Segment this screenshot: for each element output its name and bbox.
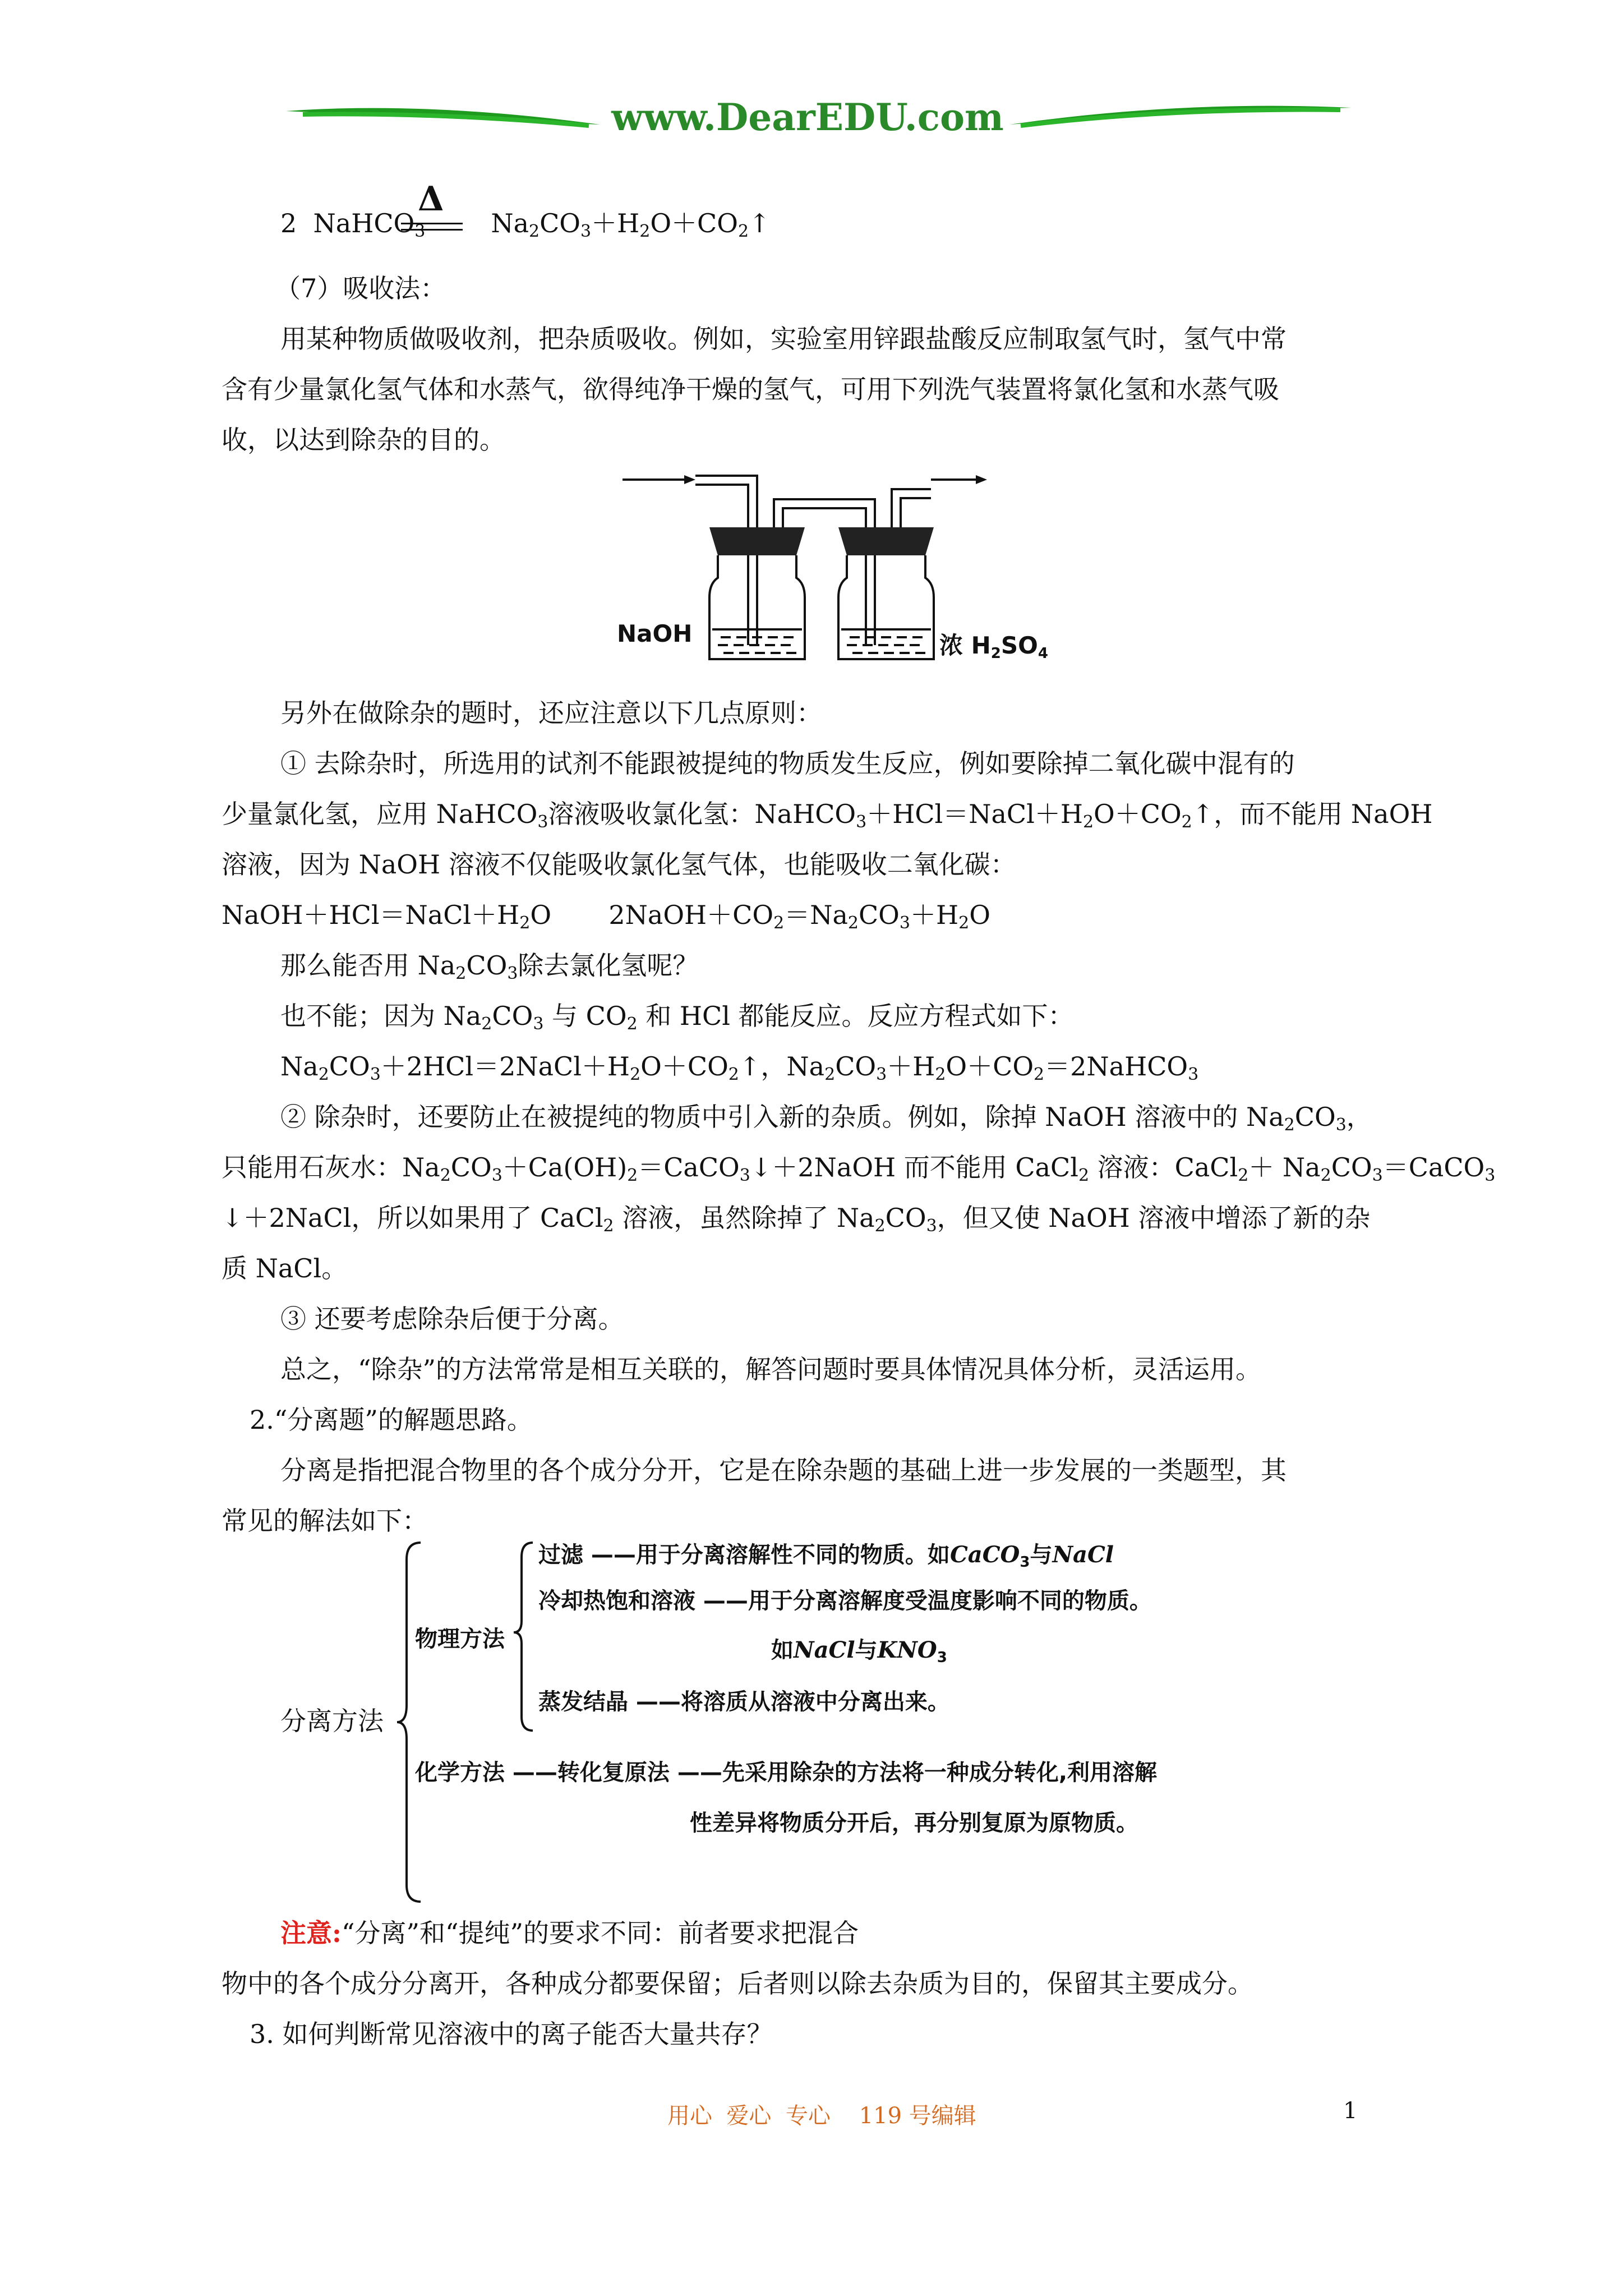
- heat-double-line: [401, 223, 463, 231]
- para-sep-1: 分离是指把混合物里的各个成分分开，它是在除杂题的基础上进一步发展的一类题型，其: [280, 1455, 1287, 1485]
- header-banner: [286, 95, 1352, 157]
- footer-slogan: 用心 爱心 专心 119 号编辑: [667, 2103, 976, 2129]
- rule2-line4: 质 NaCl。: [222, 1253, 348, 1283]
- rule1-line2: 少量氯化氢，应用 NaHCO$_3$溶液吸收氯化氢：$NaHCO_3+HCl=NaCl+H_2O+CO_2↑$，而不能用 NaOH: [222, 799, 1433, 832]
- tree-cool-example: 如NaCl与$KNO_3$: [771, 1637, 947, 1666]
- note-label: 注意:: [280, 1918, 342, 1948]
- rule1-line3: 溶液，因为 NaOH 溶液不仅能吸收氯化氢气体，也能吸收二氧化碳：: [222, 849, 1016, 880]
- label-naoh: NaOH: [617, 620, 693, 647]
- rule1-equations: $NaOH+HCl=NaCl+H_2O$ $2NaOH+CO_2=Na_2CO_3+H_2O$: [222, 900, 990, 933]
- para-absorb-2: 含有少量氯化氢气体和水蒸气，欲得纯净干燥的氢气，可用下列洗气装置将氯化氢和水蒸气吸: [222, 374, 1279, 404]
- note-line2: 物中的各个成分分离开，各种成分都要保留；后者则以除去杂质为目的，保留其主要成分。: [222, 1968, 1253, 1999]
- tree-physical: 物理方法: [415, 1626, 505, 1652]
- tree-filter: 过滤 ——用于分离溶解性不同的物质。如CaCO$_3$与NaCl: [538, 1542, 1114, 1571]
- tree-chemical-2: 性差异将物质分开后，再分别复原为原物质。: [690, 1810, 1138, 1836]
- para-absorb-3: 收，以达到除杂的目的。: [222, 425, 505, 455]
- rule2-line1: ② 除杂时，还要防止在被提纯的物质中引入新的杂质。例如，除掉 NaOH 溶液中的 $Na_2CO_3$，: [280, 1102, 1372, 1135]
- separation-tree: [264, 1537, 1329, 1907]
- para-sep-2: 常见的解法如下：: [222, 1506, 428, 1536]
- summary: 总之，“除杂”的方法常常是相互关联的，解答问题时要具体情况具体分析，灵活运用。: [280, 1354, 1262, 1384]
- tree-cool: 冷却热饱和溶液 ——用于分离溶解度受温度影响不同的物质。: [538, 1588, 1152, 1614]
- rule2-line3: ↓＋2NaCl，所以如果用了 CaCl$_2$ 溶液，虽然除掉了 $Na_2CO_3$，但又使 NaOH 溶液中增添了新的杂: [222, 1203, 1371, 1236]
- tree-root: 分离方法: [280, 1706, 384, 1736]
- section-3-title: 3. 如何判断常见溶液中的离子能否大量共存？: [250, 2019, 773, 2049]
- rule2-line2: 只能用石灰水：$Na_2CO_3+Ca(OH)_2=CaCO_3↓+2NaOH$ 而不能用 CaCl$_2$ 溶液：CaCl$_2$＋ $Na_2CO_3=CaCO_3$: [222, 1152, 1496, 1185]
- rule1-eq3: $Na_2CO_3+2HCl=2NaCl+H_2O+CO_2↑$，$Na_2CO_3+H_2O+CO_2=2NaHCO_3$: [280, 1051, 1199, 1084]
- note-line1: 注意:“分离”和“提纯”的要求不同：前者要求把混合: [280, 1918, 859, 1948]
- tree-chemical: 化学方法 ——转化复原法 ——先采用除杂的方法将一种成分转化,利用溶解: [415, 1760, 1158, 1786]
- section-2-title: 2.“分离题”的解题思路。: [250, 1405, 533, 1435]
- rule1-answer: 也不能；因为 $Na_2CO_3$ 与 $CO_2$ 和 HCl 都能反应。反应方程式如下：: [280, 1001, 1074, 1034]
- heat-equation: 2 NaHCO$_3$ $Na_2CO_3+H_2O+CO_2↑$: [280, 208, 771, 241]
- rule1-line1: ① 去除杂时，所选用的试剂不能跟被提纯的物质发生反应，例如要除掉二氧化碳中混有的: [280, 748, 1295, 779]
- rule3: ③ 还要考虑除杂后便于分离。: [280, 1304, 624, 1334]
- tree-evap: 蒸发结晶 ——将溶质从溶液中分离出来。: [538, 1689, 950, 1715]
- page-number: 1: [1343, 2098, 1358, 2124]
- heat-delta-sign: Δ: [418, 180, 444, 219]
- header-site-name[interactable]: www.DearEDU.com: [611, 95, 1004, 139]
- intro-rules: 另外在做除杂的题时，还应注意以下几点原则：: [280, 698, 822, 728]
- label-h2so4: 浓 $H_2SO_4$: [939, 632, 1048, 662]
- gas-washing-figure: [611, 466, 1048, 679]
- section-7-title: （7）吸收法：: [275, 273, 446, 303]
- para-absorb-1: 用某种物质做吸收剂，把杂质吸收。例如，实验室用锌跟盐酸反应制取氢气时，氢气中常: [280, 324, 1287, 354]
- rule1-question: 那么能否用 $Na_2CO_3$除去氯化氢呢？: [280, 950, 699, 983]
